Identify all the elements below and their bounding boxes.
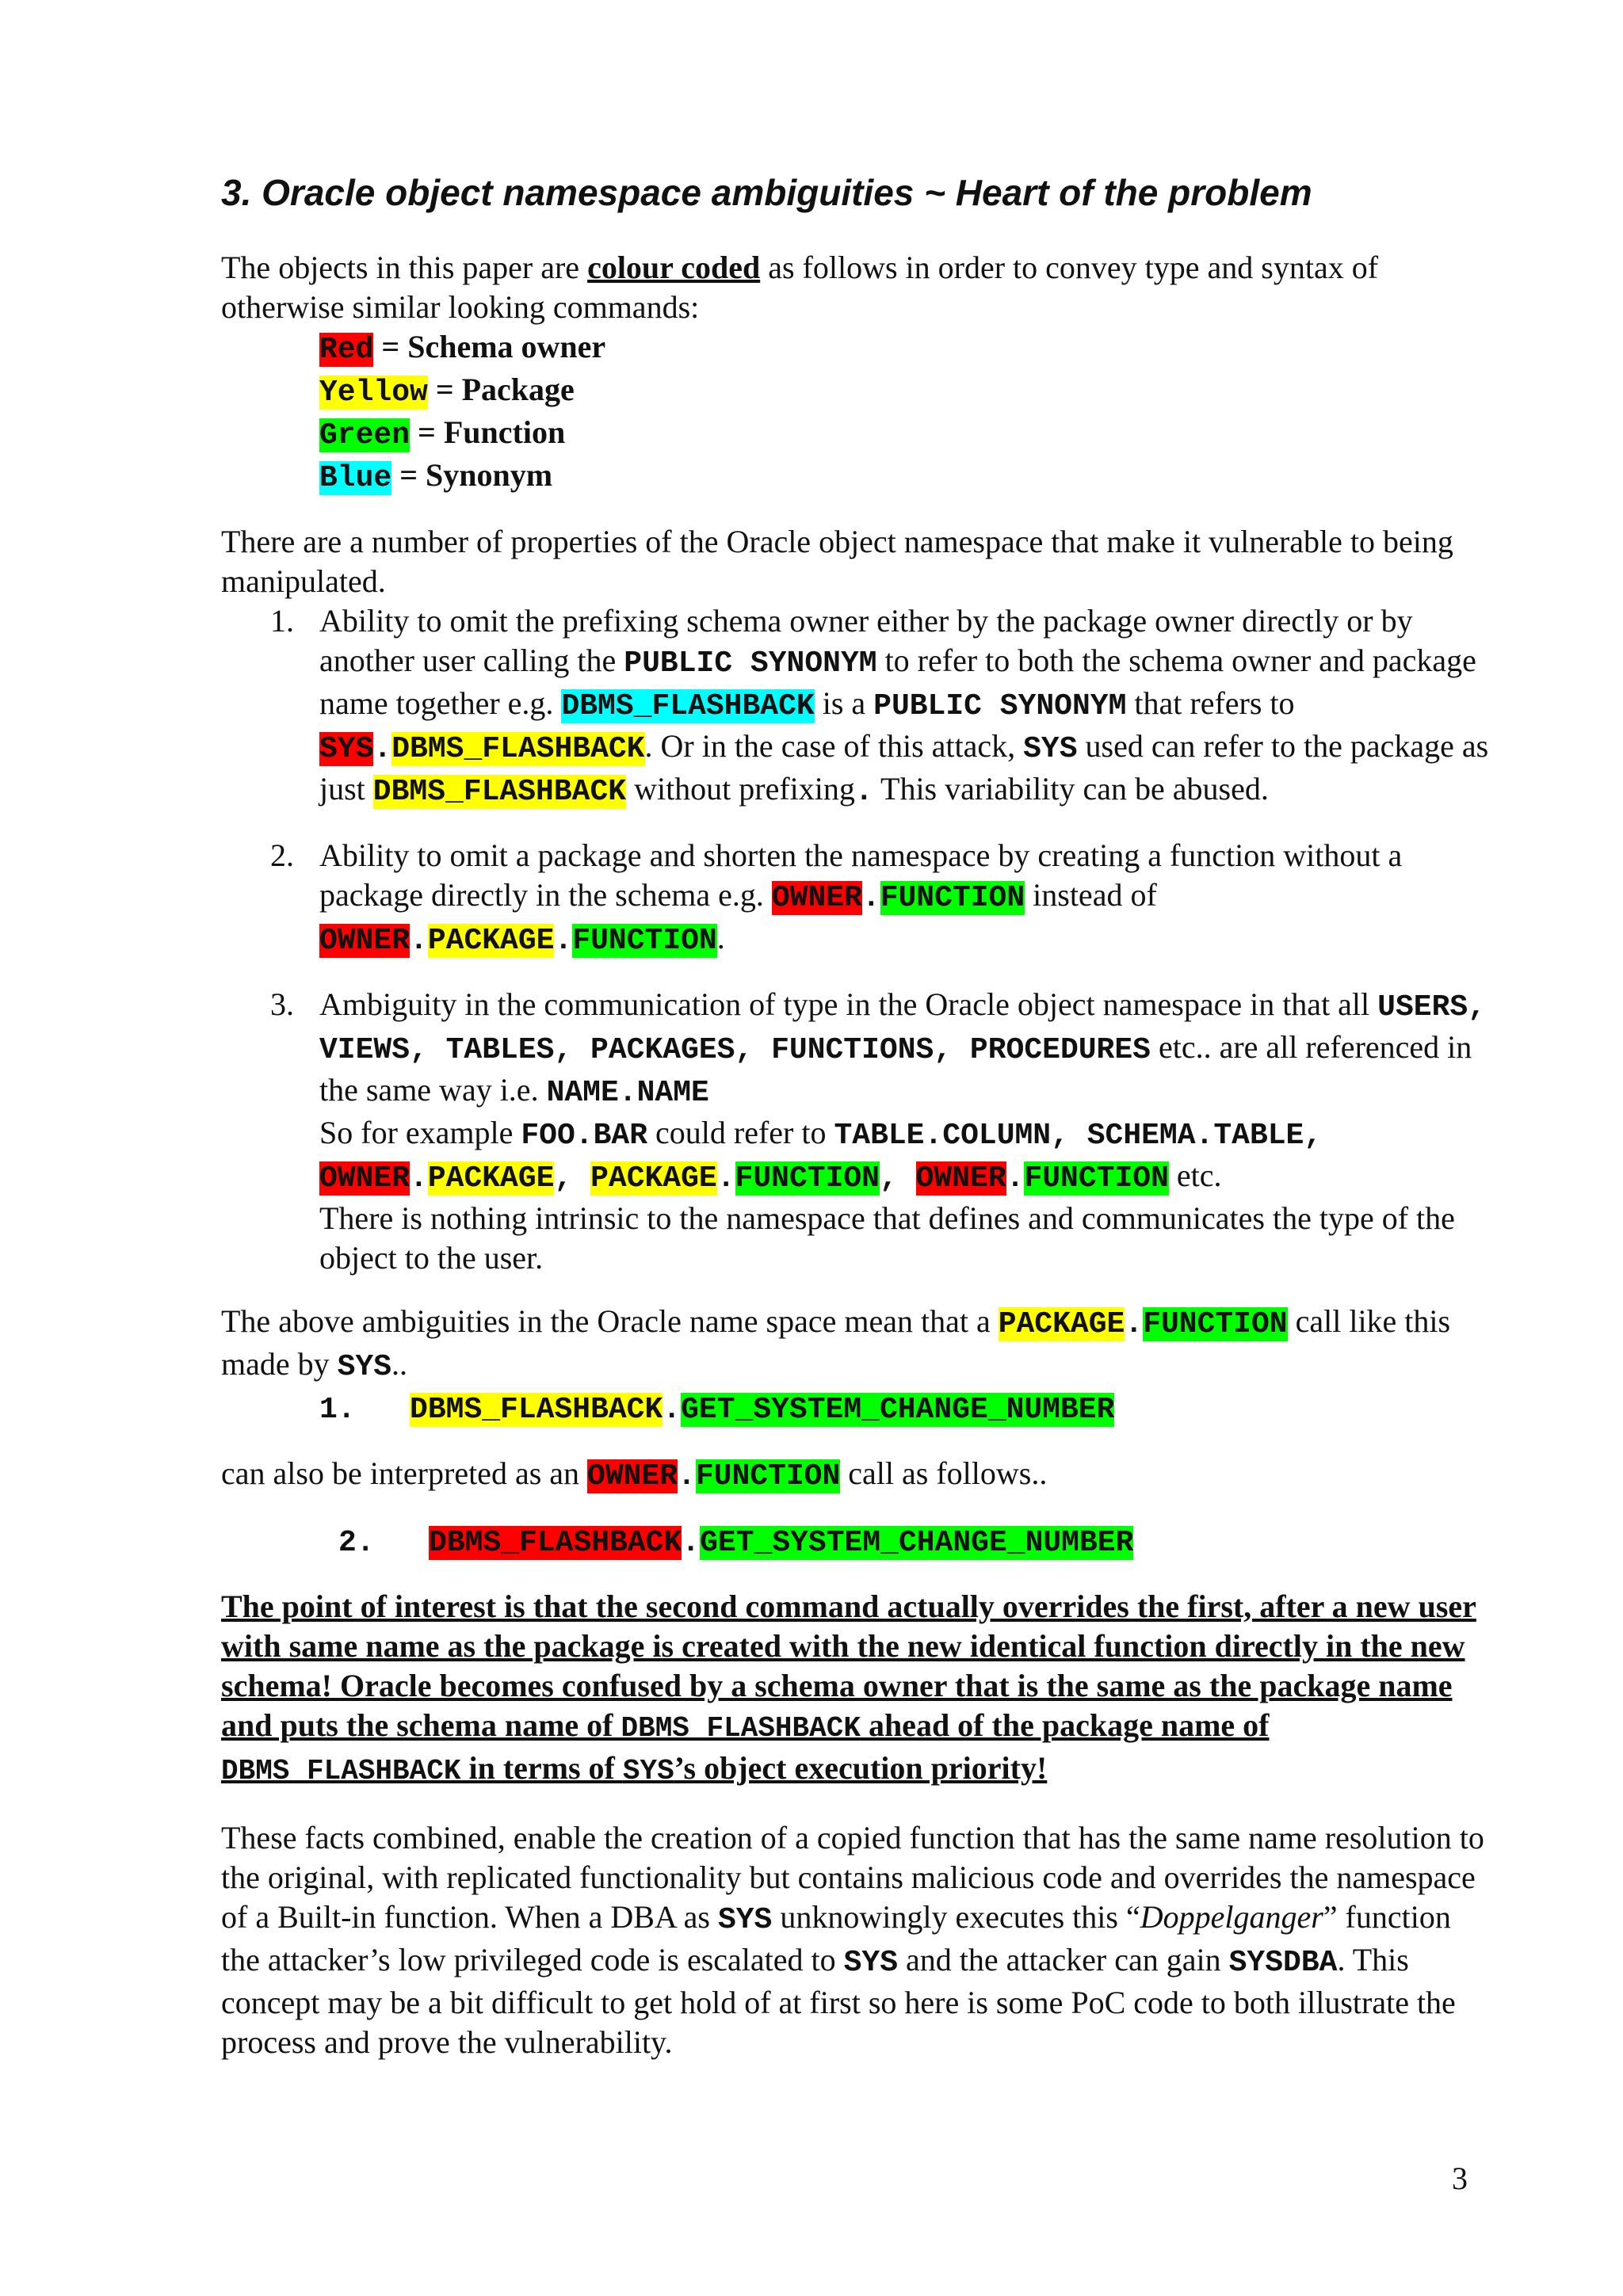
code-sys: SYS [622,1755,674,1787]
code-package: DBMS_FLASHBACK [221,1755,461,1787]
code-package: PACKAGE [427,924,555,958]
code-package: PACKAGE [427,1161,555,1196]
text: call as follows.. [840,1455,1048,1491]
code-sys: SYS [337,1350,392,1384]
legend-code-green: Green [319,418,411,452]
legend-label-blue: = Synonym [391,457,553,493]
code-dot: . [682,1526,701,1560]
legend-label-red: = Schema owner [373,329,606,364]
intro-text-2: as follows in order to convey type and syntax of otherwise similar looking commands: [221,250,1379,325]
text: .. [391,1346,408,1382]
list-item [221,601,1489,812]
legend-item-red [319,327,1489,370]
code-owner: SYS [319,732,374,766]
text: unknowingly executes this “ [772,1899,1140,1935]
text: call like this made by [221,1303,1451,1382]
text: etc.. are all referenced in the same way i.e. [319,1029,1472,1108]
intro-text-1: The objects in this paper are [221,250,588,285]
command-1 [221,1387,1489,1430]
code-dot: . [410,924,428,958]
code-package: DBMS_FLASHBACK [372,775,627,809]
code-function: GET_SYSTEM_CHANGE_NUMBER [700,1526,1134,1560]
code-owner: OWNER [319,1161,411,1196]
colour-coded-text: colour coded [587,250,761,285]
text: There is nothing intrinsic to the namespace that defines and communicates the type of the object to the user. [319,1200,1455,1276]
code-package: DBMS_FLASHBACK [621,1712,861,1745]
list-number: 3. [270,986,294,1022]
legend-code-blue: Blue [319,461,392,495]
code-owner: OWNER [915,1161,1006,1196]
intro-paragraph [221,248,1489,327]
text: to refer to both the schema owner and package name together e.g. [319,643,1476,721]
code-dot: . [663,1393,682,1427]
code-name-name: NAME.NAME [546,1076,709,1110]
text: ahead of the package name of [860,1707,1270,1743]
code-package: DBMS_FLASHBACK [410,1393,663,1427]
text: ’s object execution priority! [674,1750,1048,1786]
legend-label-green: = Function [410,414,566,450]
code-comma: , [554,1161,591,1196]
code-sys: SYS [843,1946,899,1980]
text: So for example [319,1115,521,1150]
text: ” function the attacker’s low privileged code is escalated to [221,1899,1451,1978]
list-number: 2. [270,837,294,873]
code-dot: . [716,1161,735,1196]
facts-paragraph [221,1818,1489,2062]
code-owner: OWNER [319,924,411,958]
text: . Or in the case of this attack, [644,728,1024,764]
legend-code-red: Red [319,333,374,367]
code-function: FUNCTION [1024,1161,1169,1196]
code-table-column: TABLE.COLUMN, SCHEMA.TABLE, [834,1119,1323,1153]
text: . [716,920,725,955]
code-foo-bar: FOO.BAR [521,1119,648,1153]
code-sysdba: SYSDBA [1228,1946,1338,1980]
code-dot: . [373,732,392,766]
code-sys: SYS [1023,732,1078,766]
text: These facts combined, enable the creation of a copied function that has the same name resolution to the original, with replicated functionality but contains malicious code and overrides the namespace of a Built-in function. When a DBA as [221,1820,1484,1935]
code-dot: . [861,881,880,915]
legend-item-green [319,413,1489,456]
code-object-types: USERS, VIEWS, TABLES, PACKAGES, FUNCTIONS, PROCEDURES [319,990,1486,1067]
command-number: 1. [319,1393,356,1427]
legend-item-yellow [319,370,1489,413]
text: and the attacker can gain [898,1942,1229,1978]
text: is a [814,685,874,721]
code-dot: . [1006,1161,1025,1196]
list-item [221,985,1489,1278]
code-dot: . [678,1459,696,1493]
code-function: FUNCTION [880,881,1025,915]
text: could refer to [647,1115,834,1150]
properties-intro: There are a number of properties of the Oracle object namespace that make it vulnerable to being manipulated. [221,524,1453,599]
legend-label-yellow: = Package [427,372,575,407]
code-package: PACKAGE [590,1161,717,1196]
code-public-synonym: PUBLIC SYNONYM [873,689,1127,723]
code-dot: . [1125,1307,1144,1341]
text: that refers to [1126,685,1295,721]
text: Ambiguity in the communication of type in the Oracle object namespace in that all [319,986,1378,1022]
code-owner: OWNER [587,1459,678,1493]
legend-item-blue [319,456,1489,498]
doppelganger-text: Doppelganger [1140,1899,1323,1935]
list-item [221,836,1489,961]
text: can also be interpreted as an [221,1455,588,1491]
code-synonym: DBMS_FLASHBACK [561,689,815,723]
code-function: FUNCTION [1143,1307,1288,1341]
legend-code-yellow: Yellow [319,376,428,410]
ambiguity-paragraph [221,1302,1489,1387]
text: used can refer to the package as just [319,728,1489,807]
interpretation-paragraph [221,1454,1489,1497]
colour-legend [319,327,1489,498]
command-number: 2. [338,1526,375,1560]
code-function: FUNCTION [735,1161,880,1196]
code-package: PACKAGE [998,1307,1125,1341]
command-2 [221,1520,1489,1563]
code-dot: . [554,924,573,958]
code-sys: SYS [717,1903,773,1937]
section-heading: 3. Oracle object namespace ambiguities ~ Heart of the problem [221,172,1312,213]
text: in terms of [460,1750,623,1786]
code-public-synonym: PUBLIC SYNONYM [624,646,877,681]
list-number: 1. [270,603,294,639]
code-package: DBMS_FLASHBACK [391,732,645,766]
text: This variability can be abused. [873,771,1269,807]
properties-list [221,601,1489,1278]
text: instead of [1025,877,1157,913]
text: Ability to omit the prefixing schema owner either by the package owner directly or by another user calling the [319,603,1413,678]
code-comma: , [879,1161,916,1196]
text: Ability to omit a package and shorten the namespace by creating a function without a package directly in the schema e.g. [319,837,1403,913]
text: The point of interest is that the second command actually overrides the first, after a new user with same name as the package is created with the new identical function directly in the new schema! Oracle becomes confused by a schema owner that is the same as the package name and puts the schema name of [221,1589,1476,1743]
code-owner: DBMS_FLASHBACK [429,1526,682,1560]
point-of-interest [221,1587,1489,1791]
code-function: FUNCTION [572,924,717,958]
text: The above ambiguities in the Oracle name space mean that a [221,1303,999,1339]
page-content [221,170,1489,2062]
page-number: 3 [1452,2161,1468,2196]
text: . This concept may be a bit difficult to get hold of at first so here is some PoC code to both illustrate the process and prove the vulnerability. [221,1942,1456,2060]
code-function: FUNCTION [695,1459,841,1493]
code-owner: OWNER [771,881,862,915]
text: without prefixing [626,771,855,807]
code-function: GET_SYSTEM_CHANGE_NUMBER [681,1393,1115,1427]
text: etc. [1168,1158,1222,1193]
code-dot: . [410,1161,428,1196]
code-dot: . [854,775,873,809]
